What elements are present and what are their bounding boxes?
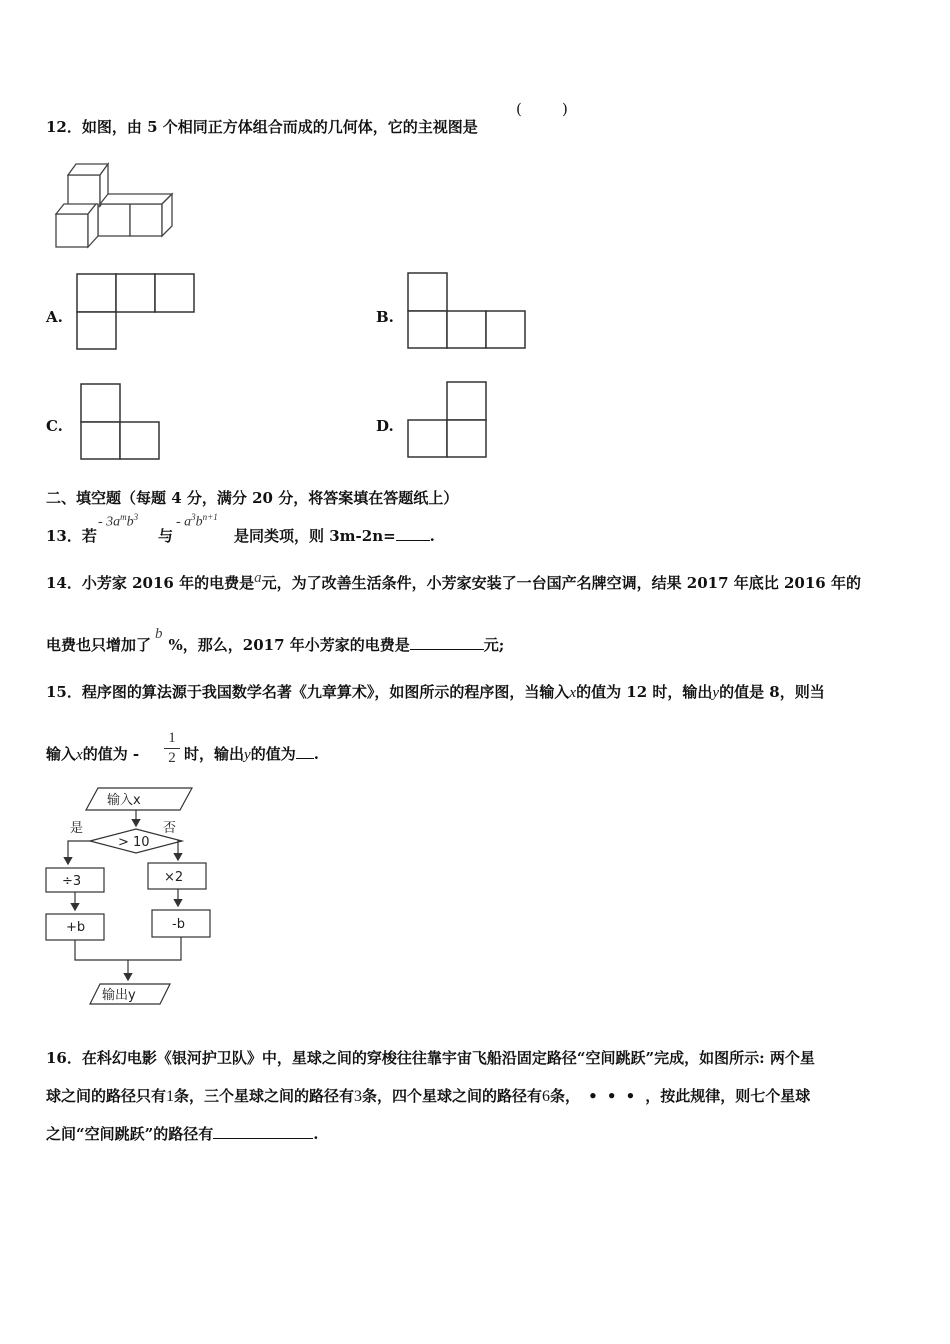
flow-right-op2-text: -b <box>172 917 185 932</box>
flow-left-op1-text: ÷3 <box>62 874 82 889</box>
option-b-label[interactable]: B. <box>376 308 394 326</box>
q13-term1: - $3a^mb^3$ <box>98 512 139 530</box>
option-a-figure[interactable] <box>75 272 197 352</box>
q15-fraction-bar <box>164 748 180 749</box>
q13-term2: - $a^3b^{n+1}$ <box>176 512 218 530</box>
q15-answer-blank[interactable] <box>296 744 314 759</box>
q16-line1: 16．在科幻电影《银河护卫队》中，星球之间的穿梭往往靠宇宙飞船沿固定路径“空间跳跃”完成，如图所示: 两个星 <box>46 1049 815 1067</box>
section2-heading: 二、填空题（每题 4 分，满分 20 分，将答案填在答题纸上） <box>46 489 459 507</box>
q15-flowchart <box>40 782 230 1012</box>
q15-line2: 输入x的值为 - <box>46 745 140 763</box>
flow-output-text: 输出y <box>102 988 136 1003</box>
q16-line3: 之间“空间跳跃”的路径有 . <box>46 1125 319 1143</box>
option-c-figure[interactable] <box>79 382 163 462</box>
q16-answer-blank[interactable] <box>213 1124 313 1139</box>
flow-no-text: 否 <box>163 821 177 836</box>
q14-answer-blank[interactable] <box>410 635 484 650</box>
q14-line1: 14．小芳家 2016 年的电费是a元，为了改善生活条件，小芳家安装了一台国产名牌空调，结果 2017 年底比 2016 年的 <box>46 570 861 592</box>
q13-suffix: 是同类项，则 3m-2n= . <box>234 527 435 545</box>
flow-left-op2-text: +b <box>66 920 86 935</box>
flow-condition-text: > 10 <box>118 835 150 850</box>
q12-text: 12．如图，由 5 个相同正方体组合而成的几何体，它的主视图是 <box>46 118 478 136</box>
option-b-figure[interactable] <box>406 271 528 351</box>
q15-line2-tail: 时，输出y的值为 . <box>184 745 319 763</box>
flow-yes-text: 是 <box>70 821 84 836</box>
q15-line1: 15．程序图的算法源于我国数学名著《九章算术》，如图所示的程序图，当输入x的值为 12 时，输出y的值是 8，则当 <box>46 683 825 701</box>
q16-line2: 球之间的路径只有1条，三个星球之间的路径有3条，四个星球之间的路径有6条， • • • ，按此规律，则七个星球 <box>46 1087 811 1105</box>
option-d-figure[interactable] <box>406 380 490 460</box>
q12-paren-open: ( <box>516 100 522 118</box>
q13-connector: 与 <box>158 527 174 545</box>
flow-right-op1-text: ×2 <box>164 870 184 885</box>
q13-answer-blank[interactable] <box>396 526 430 541</box>
q14-line2: 电费也只增加了b%，那么，2017 年小芳家的电费是 元; <box>46 626 505 654</box>
q15-fraction: 1 2 <box>164 730 180 767</box>
flow-input-text: 输入x <box>107 793 141 808</box>
option-d-label[interactable]: D. <box>376 417 394 435</box>
option-c-label[interactable]: C. <box>46 417 63 435</box>
option-a-label[interactable]: A. <box>46 308 63 326</box>
q13: 13．若 <box>46 527 97 545</box>
q12-paren-close: ) <box>562 100 568 118</box>
q12-3d-figure <box>50 158 180 252</box>
